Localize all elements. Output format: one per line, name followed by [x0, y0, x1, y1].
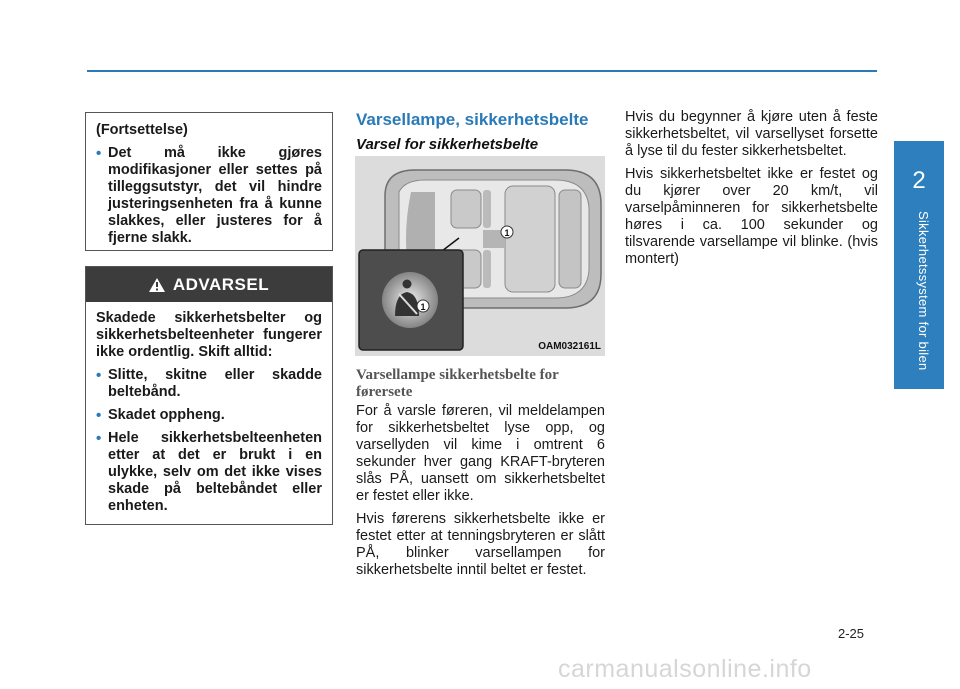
chapter-number: 2: [912, 167, 926, 194]
figure-callout-label: 1: [504, 228, 510, 238]
warning-box: [85, 266, 333, 525]
middle-body: [356, 403, 605, 585]
car-interior-illustration: [355, 156, 605, 356]
seatbelt-warning-figure: [355, 156, 605, 356]
figure-code: OAM032161L: [538, 341, 601, 352]
right-body: [625, 109, 878, 274]
continued-caution-box: [85, 112, 333, 251]
header-rule: [87, 70, 877, 72]
warning-bullet: • Slitte, skitne eller skadde beltebånd.: [96, 367, 322, 401]
caution-bullet: • Det må ikke gjøres modifikasjoner eller settes på tilleggsutstyr, det vil hindre justeringsenheten fra å kunne slakkes, eller justeres for å fjerne slakk.: [96, 145, 322, 247]
watermark: carmanualsonline.info: [558, 655, 812, 683]
sub-heading: Varsellampe sikkerhetsbelte for førersete: [356, 367, 559, 400]
inset-callout-label: 1: [420, 302, 426, 312]
section-title: Varsellampe, sikkerhetsbelte: [356, 110, 589, 129]
warning-bullet: • Hele sikkerhetsbelteenheten etter at det er brukt i en ulykke, selv om det ikke vises skade på beltebåndet eller enheten.: [96, 430, 322, 515]
body-paragraph: For å varsle føreren, vil meldelampen for sikkerhetsbeltet lyse opp, og varsellyden vil kime i omtrent 6 sekunder hver gang KRAFT-bryteren slås PÅ, uansett om sikkerhetsbeltet er festet eller ikke.: [356, 403, 605, 504]
warning-intro: Skadede sikkerhetsbelter og sikkerhetsbelteenheter fungerer ikke ordentlig. Skift alltid:: [96, 310, 322, 360]
body-paragraph: Hvis sikkerhetsbeltet ikke er festet og du kjører over 20 km/t, vil varselpåminneren for sikkerhetsbelte høres i ca. 100 sekunder og tilsvarende varsellampe vil blinke. (hvis montert): [625, 166, 878, 267]
body-paragraph: Hvis førerens sikkerhetsbelte ikke er festet etter at tenningsbryteren er slått PÅ, blinker varsellampen for sikkerhetsbelte inntil beltet er festet.: [356, 511, 605, 578]
continued-heading: (Fortsettelse): [96, 122, 188, 138]
subsection-title: Varsel for sikkerhetsbelte: [356, 136, 539, 153]
warning-header: [86, 267, 332, 302]
warning-triangle-icon: [149, 278, 165, 292]
chapter-tab: [894, 141, 944, 389]
warning-bullet: • Skadet oppheng.: [96, 407, 322, 424]
page-number: 2-25: [838, 626, 865, 641]
body-paragraph: Hvis du begynner å kjøre uten å feste sikkerhetsbeltet, vil varsellyset forsette å lyse til du fester sikkerhetsbeltet.: [625, 109, 878, 159]
warning-title: ADVARSEL: [172, 275, 270, 294]
chapter-title: Sikkerhetssystem for bilen: [916, 211, 931, 371]
